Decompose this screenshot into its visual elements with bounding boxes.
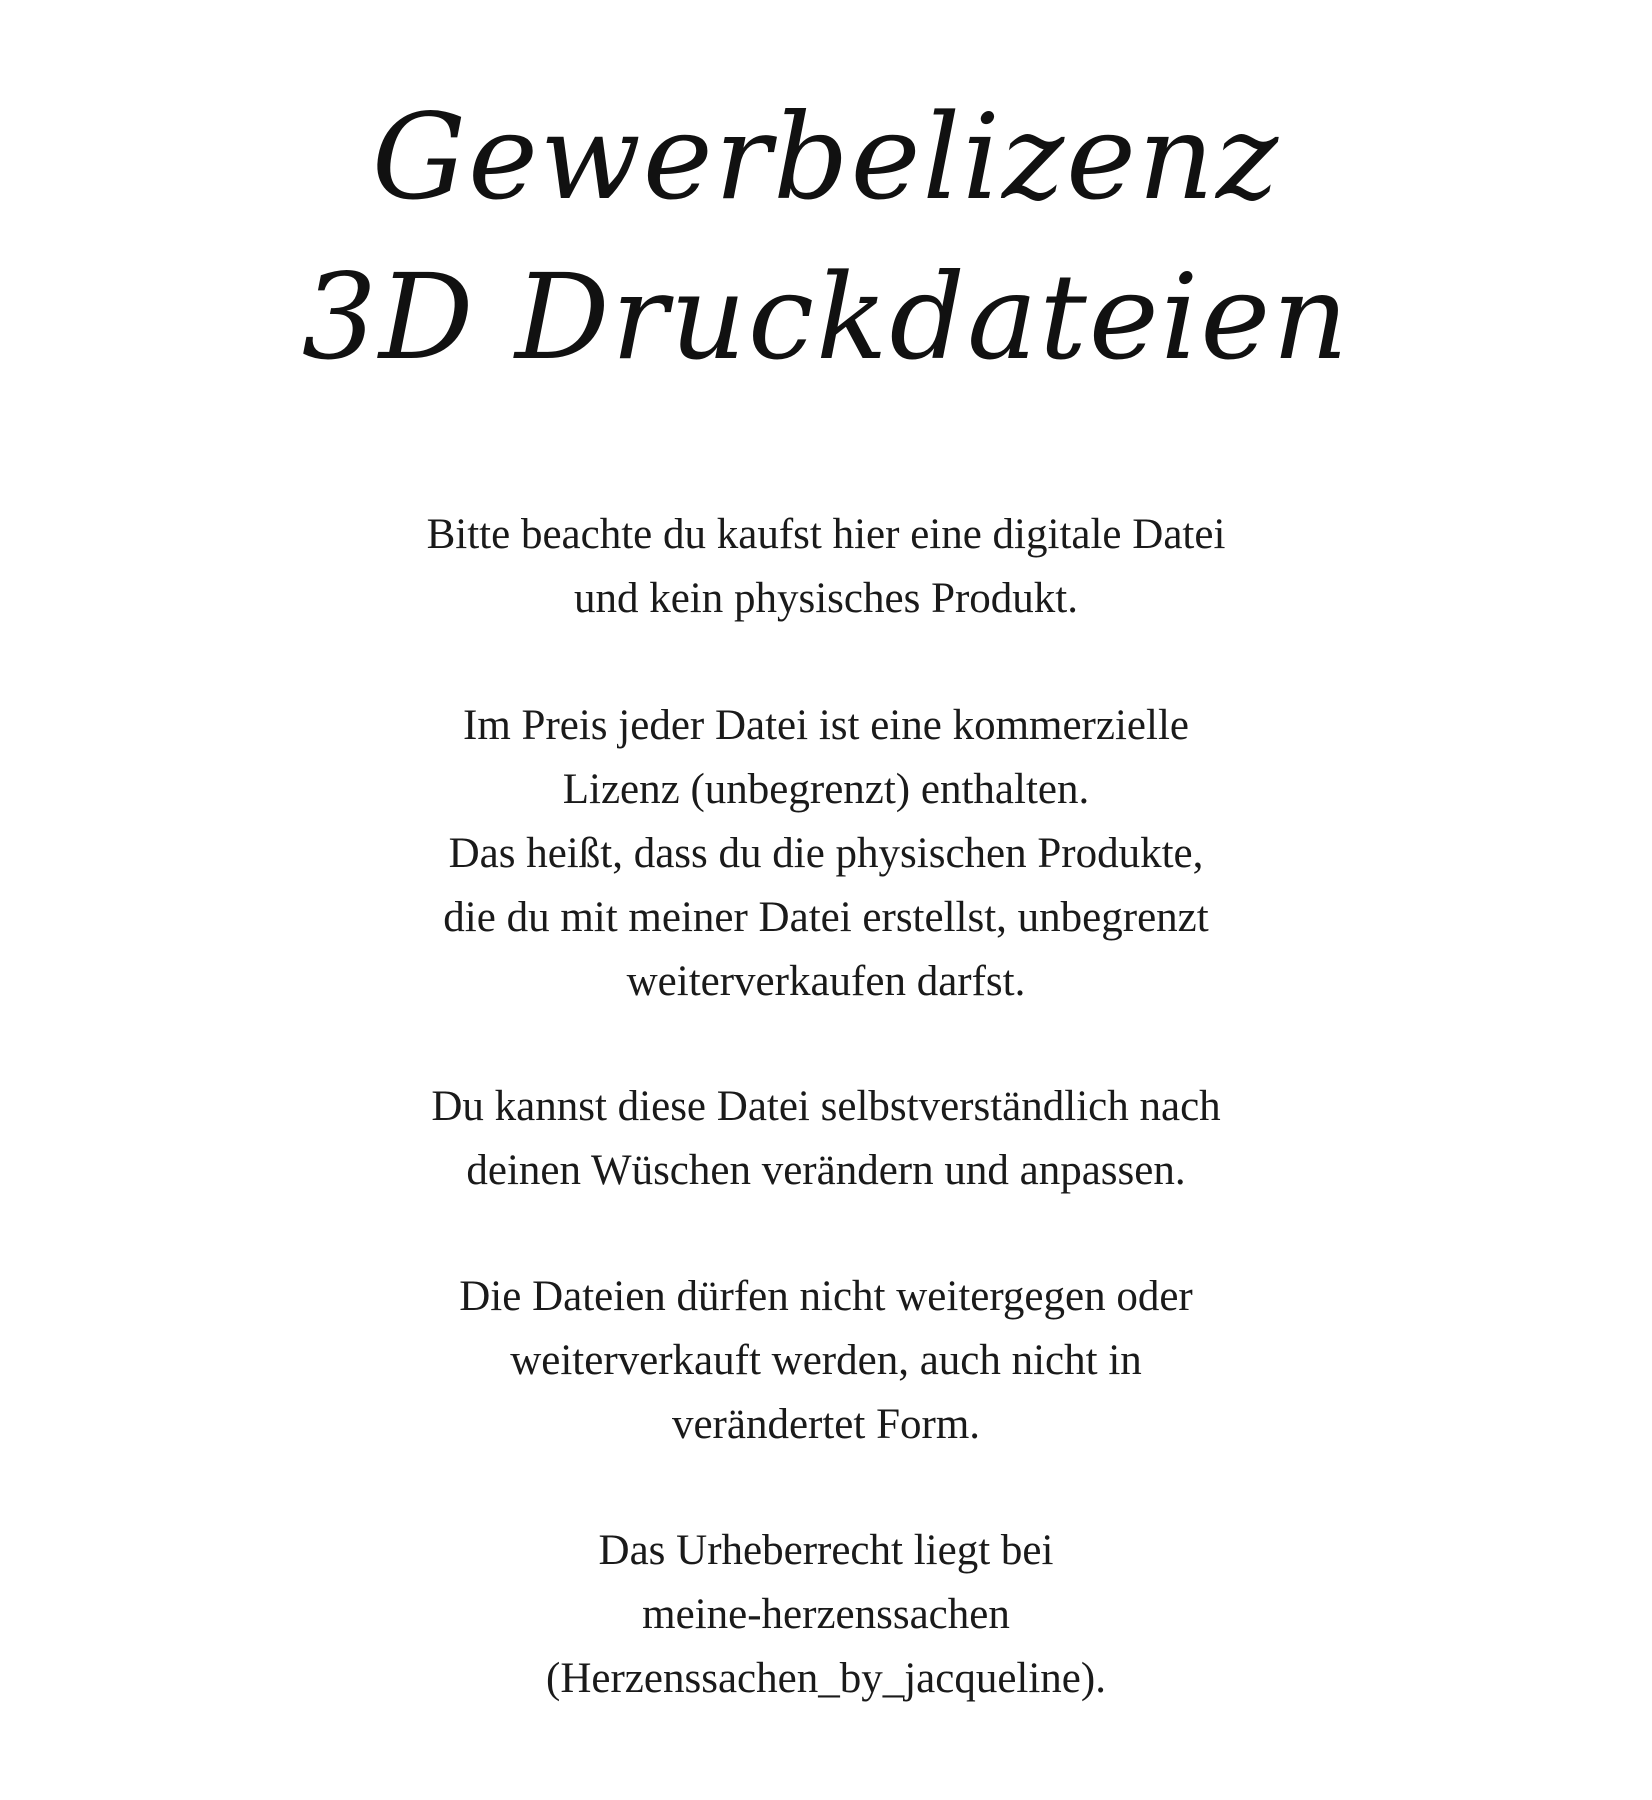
paragraph-no-redistribution bbox=[0, 1265, 1652, 1457]
text-line: deinen Wüschen verändern und anpassen. bbox=[466, 1147, 1186, 1194]
text-line: verändertet Form. bbox=[671, 1401, 981, 1448]
title-line-2: 3D Druckdateien bbox=[301, 248, 1351, 386]
paragraph-modify-file bbox=[0, 1075, 1652, 1203]
text-line: (Herzenssachen_by_jacqueline). bbox=[546, 1655, 1106, 1702]
text-line: Im Preis jeder Datei ist eine kommerzielle bbox=[463, 702, 1189, 749]
text-line: weiterverkaufen darfst. bbox=[626, 958, 1026, 1005]
text-line: Bitte beachte du kaufst hier eine digitale Datei bbox=[426, 511, 1226, 558]
text-line: Die Dateien dürfen nicht weitergegen oder bbox=[459, 1273, 1193, 1320]
text-line: und kein physisches Produkt. bbox=[573, 575, 1079, 622]
title-line-1: Gewerbelizenz bbox=[371, 88, 1281, 226]
text-line: die du mit meiner Datei erstellst, unbegrenzt bbox=[443, 894, 1209, 941]
text-line: meine-herzenssachen bbox=[642, 1591, 1010, 1638]
text-line: Du kannst diese Datei selbstverständlich nach bbox=[431, 1083, 1221, 1130]
paragraph-commercial-license bbox=[0, 694, 1652, 1014]
text-line: weiterverkauft werden, auch nicht in bbox=[510, 1337, 1142, 1384]
paragraph-digital-file bbox=[0, 503, 1652, 631]
text-line: Das Urheberrecht liegt bei bbox=[598, 1527, 1054, 1574]
text-line: Das heißt, dass du die physischen Produkte, bbox=[448, 830, 1204, 877]
text-line: Lizenz (unbegrenzt) enthalten. bbox=[562, 766, 1090, 813]
paragraph-copyright bbox=[0, 1519, 1652, 1711]
